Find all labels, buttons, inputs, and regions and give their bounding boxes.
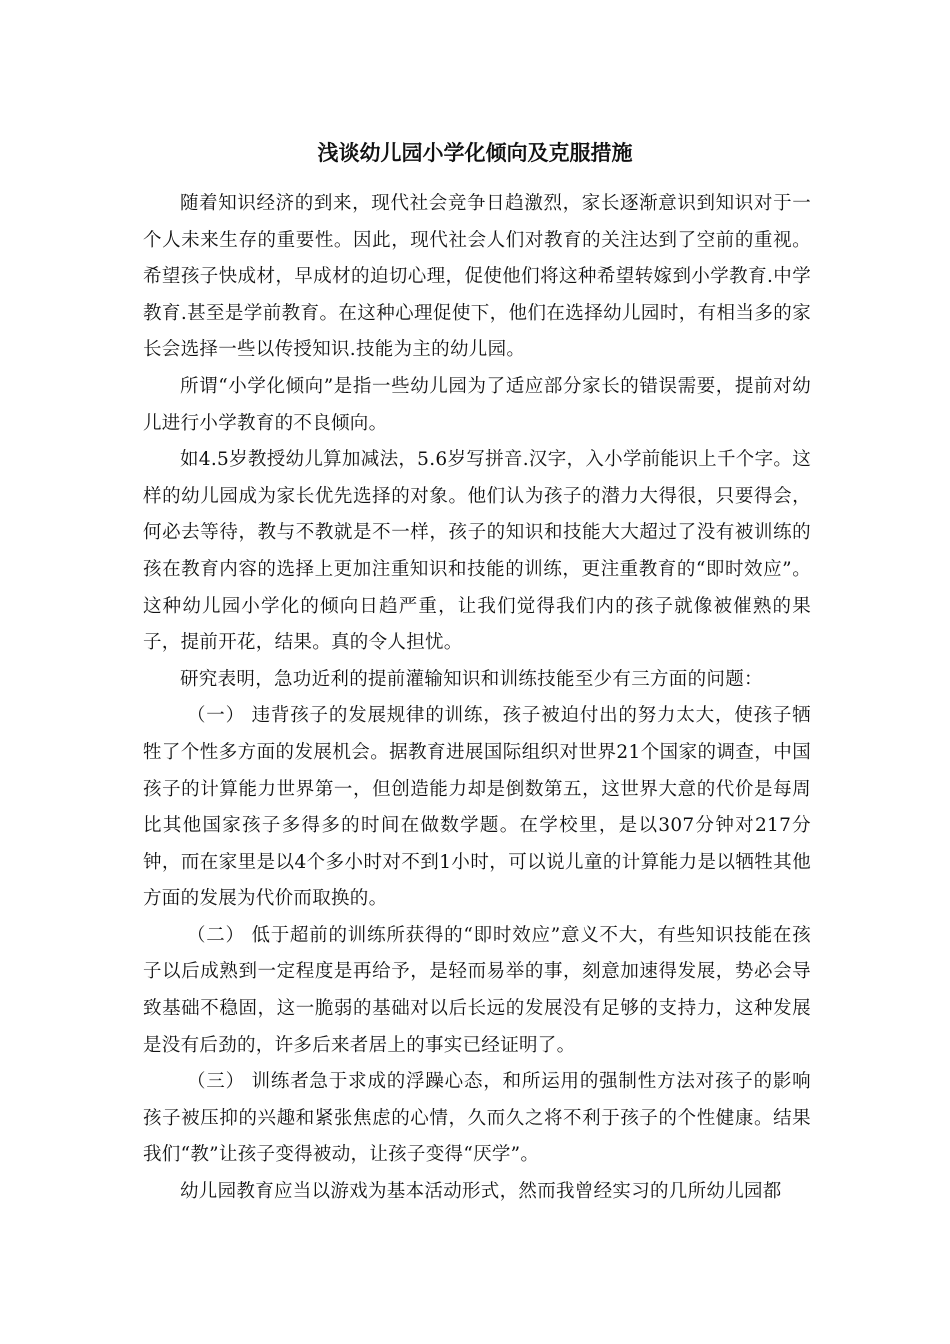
paragraph-research: 研究表明，急功近利的提前灌输知识和训练技能至少有三方面的问题： [180, 668, 763, 690]
document-title: 浅谈幼儿园小学化倾向及克服措施 [317, 140, 633, 165]
paragraph-problem-3: （三） 训练者急于求成的浮躁心态，和所运用的强制性方法对孩子的影响孩子被压抑的兴趣和紧张焦虑的心情，久而久之将不利于孩子的个性健康。结果我们“教”让孩子变得被动，让孩子变得“厌学”。 [143, 1071, 811, 1166]
paragraph-play: 幼儿园教育应当以游戏为基本活动形式，然而我曾经实习的几所幼儿园都 [180, 1181, 782, 1203]
document-body [143, 186, 811, 1211]
paragraph-definition: 所谓“小学化倾向”是指一些幼儿园为了适应部分家长的错误需要，提前对幼儿进行小学教育的不良倾向。 [143, 375, 811, 434]
paragraph-problem-2: （二） 低于超前的训练所获得的“即时效应”意义不大，有些知识技能在孩子以后成熟到一定程度是再给予，是轻而易举的事，刻意加速得发展，势必会导致基础不稳固，这一脆弱的基础对以后长远的发展没有足够的支持力，这种发展是没有后劲的，许多后来者居上的事实已经证明了。 [143, 924, 811, 1056]
paragraph-problem-1: （一） 违背孩子的发展规律的训练，孩子被迫付出的努力太大，使孩子牺牲了个性多方面的发展机会。据教育进展国际组织对世界21个国家的调查，中国孩子的计算能力世界第一，但创造能力却是倒数第五，这世界大意的代价是每周比其他国家孩子多得多的时间在做数学题。在学校里，是以307分钟对217分钟，而在家里是以4个多小时对不到1小时，可以说儿童的计算能力是以牺牲其他方面的发展为代价而取换的。 [143, 705, 811, 910]
paragraph-example: 如4.5岁教授幼儿算加减法，5.6岁写拼音.汉字，入小学前能识上千个字。这样的幼儿园成为家长优先选择的对象。他们认为孩子的潜力大得很，只要得会，何必去等待，教与不教就是不一样，孩子的知识和技能大大超过了没有被训练的孩在教育内容的选择上更加注重知识和技能的训练，更注重教育的“即时效应”。这种幼儿园小学化的倾向日趋严重，让我们觉得我们内的孩子就像被催熟的果子，提前开花，结果。真的令人担忧。 [143, 449, 811, 654]
paragraph-intro: 随着知识经济的到来，现代社会竞争日趋激烈，家长逐渐意识到知识对于一个人未来生存的重要性。因此，现代社会人们对教育的关注达到了空前的重视。希望孩子快成材，早成材的迫切心理，促使他们将这种希望转嫁到小学教育.中学教育.甚至是学前教育。在这种心理促使下，他们在选择幼儿园时，有相当多的家长会选择一些以传授知识.技能为主的幼儿园。 [143, 193, 811, 361]
